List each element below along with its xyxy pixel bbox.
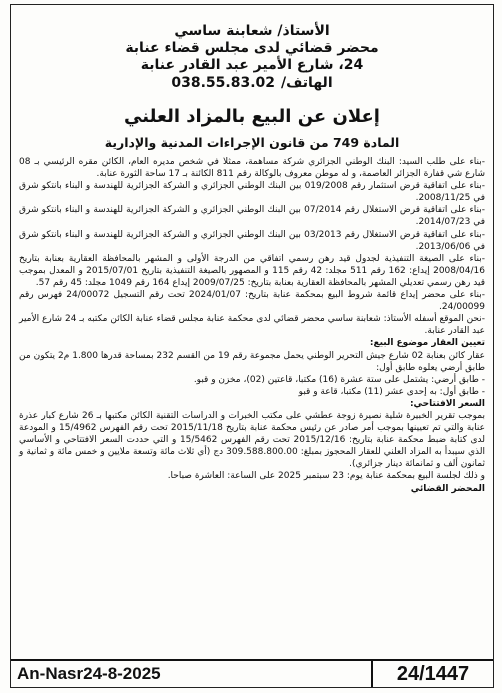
bailiff-header (11, 5, 493, 92)
paragraph-loan-2008: -بناء على اتفاقية قرض استثمار رقم 019/2008 بين البنك الوطني الجزائري و الشركة الجزائرية للهندسة و البناء بانتكو شرق في 2008/11/25. (19, 181, 486, 204)
bailiff-address: 24، شارع الأمير عبد القادر عنابة (140, 57, 364, 73)
signature-label: المحضر القضائي (410, 483, 485, 494)
paragraph-bailiff: -نحن الموقع أسفله الأستاذ: شعابنة ساسي محضر قضائي لدى محكمة عنابة مجلس قضاء عنابة الكائن مكتبه بـ 24 شارع الأمير عبد القادر عنابة. (19, 314, 485, 337)
notice-title: إعلان عن البيع بالمزاد العلني (124, 106, 380, 127)
paragraph-property: عقار كائن بعنابة 02 شارع جيش التحرير الوطني يحمل مجموعة رقم 19 من القسم 232 بمساحة قدرها 1.800 م2 يتكون من طابق أرضي يعلوه طابق أول: (19, 350, 485, 373)
bailiff-name: الأستاذ/ شعابنة ساسي (174, 23, 330, 39)
paragraph-loan-2014: -بناء على اتفاقية قرض الاستغلال رقم 07/2014 بين البنك الوطني الجزائري و الشركة الجزائرية للهندسة و البناء بانتكو شرق في 2014/07/23. (19, 205, 485, 228)
publication-tag: An-Nasr24-8-2025 (11, 661, 373, 687)
phone-row (11, 74, 493, 92)
paragraph-ground-floor: - طابق أرضي: يشتمل على ستة عشرة (16) مكتبا، قاعتين (02)، مخزن و قبو. (193, 374, 485, 385)
paragraph-conditions: -بناء على محضر إيداع قائمة شروط البيع بمحكمة عنابة بتاريخ: 2024/01/07 تحت رقم التسجيل 24/00072 فهرس رقم 24/00099. (19, 290, 486, 313)
reference-number: 24/1447 (396, 662, 470, 685)
notice-body (11, 150, 493, 495)
legal-notice (10, 4, 494, 688)
section-opening-price: السعر الافتتاحي: (409, 398, 485, 409)
section-property: تعيين العقار موضوع البيع: (369, 338, 485, 349)
paragraph-loan-2013: -بناء على اتفاقية قرض الاستغلال رقم 03/2013 بين البنك الوطني الجزائري و الشركة الجزائرية للهندسة و البناء بانتكو شرق في 2013/06/06. (19, 229, 485, 252)
paragraph-session: و ذلك لجلسة البيع بمحكمة عنابة يوم: 23 سبتمبر 2025 على الساعة: العاشرة صباحا. (167, 471, 485, 482)
phone-number: 038.55.83.02 (171, 75, 276, 91)
phone-label: الهاتف/ (281, 75, 333, 91)
legal-article: المادة 749 من قانون الإجراءات المدنية والإدارية (104, 135, 400, 150)
paragraph-mortgage: -بناء على الصيغة التنفيذية لجدول قيد رهن رسمي اتفاقي من الدرجة الأولى و المشهر بالمحافظة العقارية بعنابة بتاريخ 2008/04/16 إيداع: 162 رقم 511 مجلد: 42 رقم 115 و المصهور بالصيغة التنفيذية بتاريخ 2015/07/01 و المعدل بموجب قيد رهن رسمي تعديلي المشهر بالمحافظة العقارية بعنابة بتاريخ: 2009/07/25 إيداع 164 رقم 1049 مجلد: 45 رقم 57. (19, 253, 485, 288)
paragraph-requester: -بناء على طلب السيد: البنك الوطني الجزائري شركة مساهمة، ممثلا في شخص مديره العام، الكائن مقره الرئيسي بـ 08 شارع شي قفارة الجزائر العاصمة، و له موطن معروف بالوكالة رقم 811 الكائنة بـ 17 ساحة الثورة عنابة. (19, 157, 485, 180)
paragraph-first-floor: - طابق أول: به إحدى عشر (11) مكتبا، قاعة و قبو (298, 386, 485, 397)
footer-bar (11, 659, 493, 687)
bailiff-title: محضر قضائي لدى مجلس قضاء عنابة (125, 40, 379, 56)
paragraph-price: بموجب تقرير الخبيرة شلية نصيرة زوجة عطشي على مكتب الخبرات و الدراسات التقنية الكائن مكتبها بـ 26 شارع كبار عذرة عنابة والتي تم تعيينها بموجب أمر صادر عن رئيس محكمة عنابة بتاريخ 2015/11/18 تحت رقم الفهرس 15/4962 و المودعة لدى كتابة ضبط محكمة عنابة بتاريخ: 2015/12/16 تحت رقم الفهرس 15/5462 و التي حددت السعر الافتتاحي و الأساسي الذي سيبدأ به المزاد العلني للعقار المحجوز بمبلغ: 309.588.800.00 دج (أي ثلاث مائة وتسعة ملايين و خمس مائة و ثمانية و ثمانون ألف و ثمانمائة دينار جزائري). (19, 410, 486, 470)
